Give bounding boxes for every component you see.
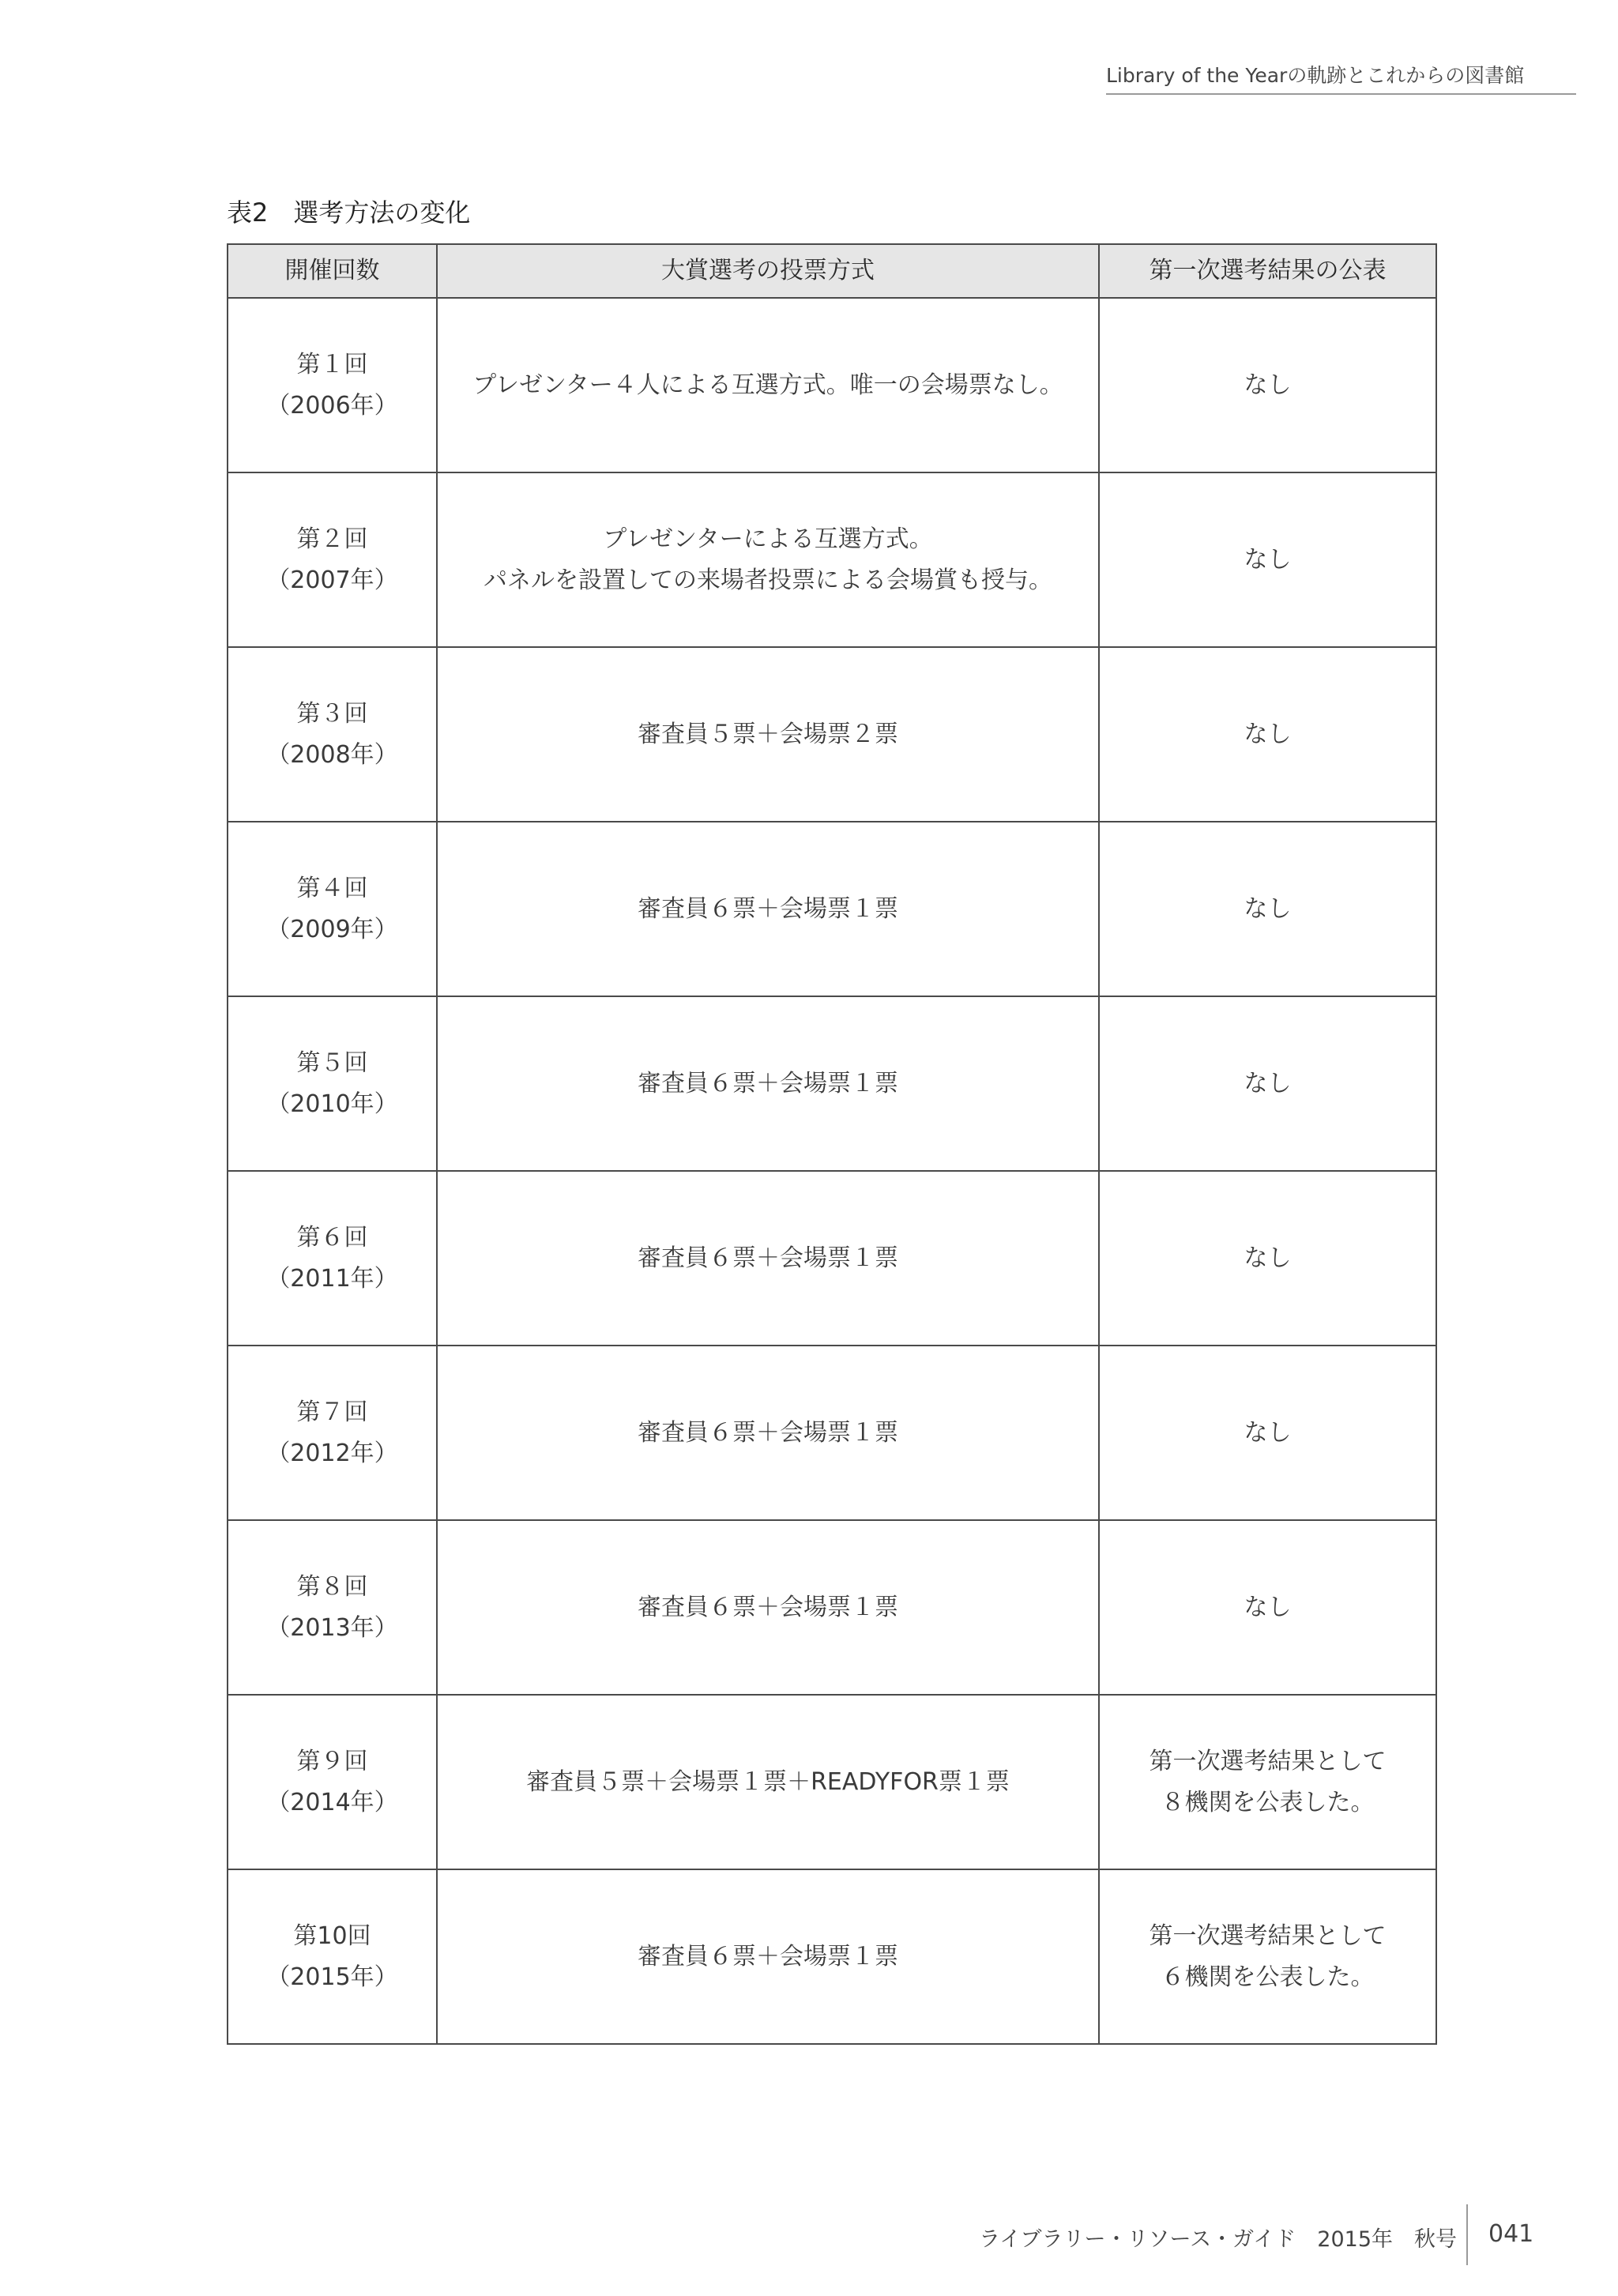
round-label: 第７回: [296, 1398, 368, 1426]
table-row: [228, 822, 1436, 996]
voting-line: プレゼンターによる互選方式。: [603, 525, 933, 553]
voting-line: 審査員５票＋会場票１票＋READYFOR票１票: [526, 1767, 1010, 1796]
voting-cell: [437, 298, 1099, 472]
voting-line: プレゼンター４人による互選方式。唯一の会場票なし。: [472, 371, 1063, 399]
round-year: （2006年）: [266, 391, 398, 420]
round-label: 第３回: [296, 699, 368, 728]
column-header-voting: 大賞選考の投票方式: [437, 244, 1099, 298]
footer-publication-title: ライブラリー・リソース・ガイド 2015年 秋号: [979, 2227, 1457, 2252]
round-cell: [228, 1520, 437, 1695]
round-cell: [228, 472, 437, 647]
table-row: [228, 1520, 1436, 1695]
voting-line: 審査員６票＋会場票１票: [638, 1942, 898, 1970]
voting-line: 審査員６票＋会場票１票: [638, 1069, 898, 1097]
round-cell: [228, 1171, 437, 1346]
selection-method-table: [227, 243, 1437, 2045]
round-year: （2012年）: [266, 1439, 398, 1467]
round-cell: [228, 1695, 437, 1869]
round-label: 第９回: [296, 1747, 368, 1775]
publication-line: 第一次選考結果として: [1149, 1921, 1387, 1950]
round-cell: [228, 822, 437, 996]
voting-line: 審査員６票＋会場票１票: [638, 1418, 898, 1447]
publication-line: なし: [1244, 1069, 1292, 1097]
round-year: （2010年）: [266, 1090, 398, 1118]
table-row: [228, 1171, 1436, 1346]
publication-cell: [1099, 1520, 1436, 1695]
round-label: 第６回: [296, 1223, 368, 1252]
footer-divider: [1466, 2204, 1468, 2265]
table-body: [228, 298, 1436, 2044]
publication-cell: [1099, 647, 1436, 822]
voting-cell: [437, 1171, 1099, 1346]
publication-line: なし: [1244, 1244, 1292, 1272]
publication-cell: [1099, 298, 1436, 472]
table-row: [228, 1869, 1436, 2044]
voting-cell: [437, 1520, 1099, 1695]
table-row: [228, 647, 1436, 822]
publication-cell: [1099, 472, 1436, 647]
voting-cell: [437, 472, 1099, 647]
voting-line: パネルを設置しての来場者投票による会場賞も授与。: [484, 566, 1052, 594]
round-year: （2015年）: [266, 1963, 398, 1991]
round-year: （2011年）: [266, 1264, 398, 1293]
publication-line: ６機関を公表した。: [1161, 1963, 1375, 1991]
column-header-publication: 第一次選考結果の公表: [1099, 244, 1436, 298]
voting-cell: [437, 647, 1099, 822]
voting-line: 審査員６票＋会場票１票: [638, 894, 898, 923]
publication-cell: [1099, 1346, 1436, 1520]
round-cell: [228, 1869, 437, 2044]
round-cell: [228, 647, 437, 822]
round-label: 第１回: [296, 350, 368, 378]
publication-cell: [1099, 1171, 1436, 1346]
round-cell: [228, 996, 437, 1171]
publication-cell: [1099, 996, 1436, 1171]
table-caption: 表2 選考方法の変化: [227, 198, 471, 228]
voting-line: 審査員６票＋会場票１票: [638, 1593, 898, 1621]
table-row: [228, 298, 1436, 472]
voting-cell: [437, 1695, 1099, 1869]
table-row: [228, 1346, 1436, 1520]
publication-cell: [1099, 1695, 1436, 1869]
round-year: （2008年）: [266, 740, 398, 769]
round-year: （2007年）: [266, 566, 398, 594]
table-header-row: [228, 244, 1436, 298]
voting-cell: [437, 996, 1099, 1171]
publication-line: なし: [1244, 1593, 1292, 1621]
round-label: 第８回: [296, 1572, 368, 1601]
voting-cell: [437, 1346, 1099, 1520]
voting-line: 審査員６票＋会場票１票: [638, 1244, 898, 1272]
table-row: [228, 472, 1436, 647]
publication-line: なし: [1244, 545, 1292, 574]
table-row: [228, 996, 1436, 1171]
publication-line: 第一次選考結果として: [1149, 1747, 1387, 1775]
running-header-title: Library of the Yearの軌跡とこれからの図書館: [1106, 60, 1576, 95]
table-row: [228, 1695, 1436, 1869]
column-header-round: 開催回数: [228, 244, 437, 298]
round-year: （2009年）: [266, 915, 398, 943]
round-cell: [228, 1346, 437, 1520]
round-label: 第５回: [296, 1048, 368, 1077]
round-year: （2013年）: [266, 1613, 398, 1642]
round-label: 第２回: [296, 525, 368, 553]
publication-cell: [1099, 1869, 1436, 2044]
publication-line: なし: [1244, 720, 1292, 748]
round-label: 第４回: [296, 874, 368, 902]
round-label: 第10回: [293, 1921, 371, 1950]
voting-line: 審査員５票＋会場票２票: [638, 720, 898, 748]
publication-cell: [1099, 822, 1436, 996]
voting-cell: [437, 1869, 1099, 2044]
voting-cell: [437, 822, 1099, 996]
page-number: 041: [1488, 2220, 1534, 2248]
publication-line: なし: [1244, 894, 1292, 923]
publication-line: なし: [1244, 371, 1292, 399]
publication-line: ８機関を公表した。: [1161, 1788, 1375, 1816]
round-cell: [228, 298, 437, 472]
round-year: （2014年）: [266, 1788, 398, 1816]
publication-line: なし: [1244, 1418, 1292, 1447]
